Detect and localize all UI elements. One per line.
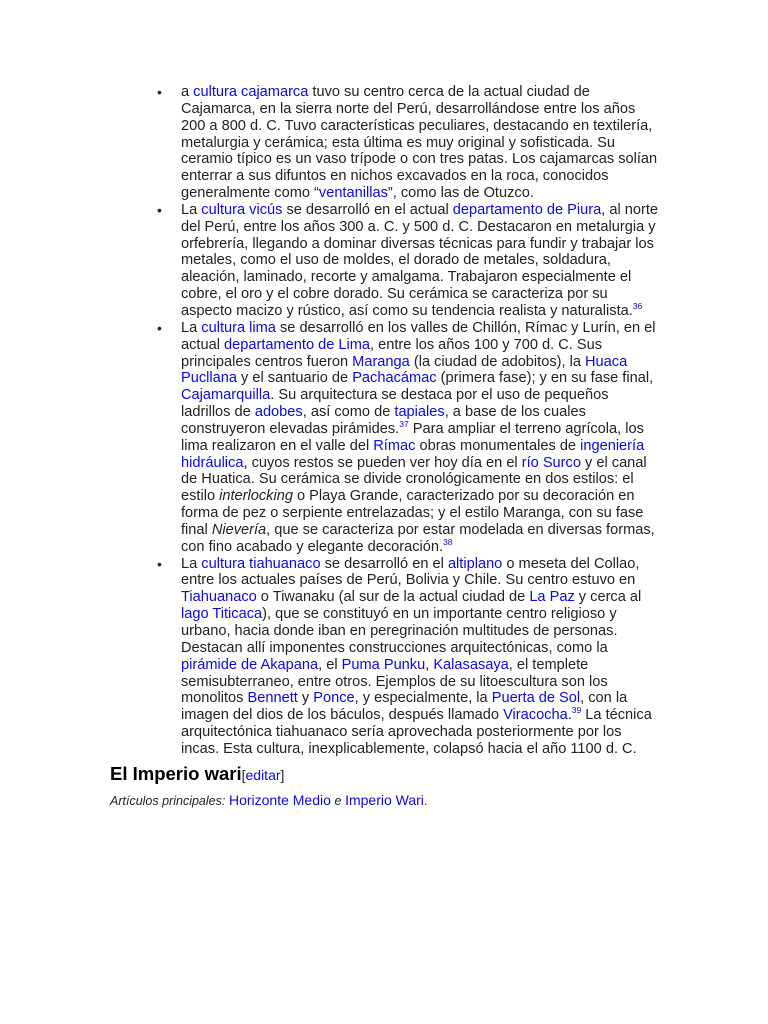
wiki-link[interactable]: río Surco [521, 454, 581, 471]
paragraph-text: . Su arquitectura se destaca por el uso de pequeños ladrillos de [181, 387, 609, 421]
paragraph-text: y el canal de Huatica. Su cerámica se divide cronológicamente en dos estilos: el estilo [181, 454, 647, 505]
culture-list-item [157, 201, 660, 320]
paragraph-text: , [425, 656, 434, 673]
paragraph-text: La técnica arquitectónica tiahuanaco sería aprovechada posteriormente por los incas. Esta cultura, inexplicablemente, colapsó hacia el año 1100 d. C. [181, 707, 652, 757]
paragraph-text: , y especialmente, la [354, 690, 492, 707]
bullet-icon: • [157, 319, 162, 336]
section-heading [110, 762, 660, 787]
paragraph-text: (la ciudad de adobitos), la [409, 353, 586, 370]
paragraph-text: a [181, 84, 194, 100]
section-title: El Imperio wari [110, 762, 242, 784]
wiki-link[interactable]: Ponce [313, 690, 355, 707]
italic-term: Nievería [211, 521, 267, 538]
reference-link[interactable]: 36 [632, 300, 643, 311]
wiki-link[interactable]: ventanillas [318, 185, 388, 202]
culture-list-item [157, 84, 660, 202]
hatnote-link-horizonte-medio[interactable]: Horizonte Medio [228, 791, 331, 808]
hatnote-link-imperio-wari[interactable]: Imperio Wari [345, 791, 424, 808]
paragraph-text: se desarrolló en el [320, 555, 448, 572]
wiki-link[interactable]: ingeniería hidráulica [181, 437, 645, 471]
paragraph-text: se desarrolló en el actual [282, 201, 453, 218]
paragraph-text: La [181, 201, 202, 218]
paragraph-text: y el santuario de [236, 370, 353, 387]
wiki-link[interactable]: Viracocha [503, 707, 568, 724]
hatnote-label: Artículos principales: [110, 793, 226, 808]
wiki-link[interactable]: adobes [254, 404, 303, 421]
wiki-link[interactable]: Puma Punku [341, 656, 426, 673]
paragraph-text: o meseta del Collao, entre los actuales países de Perú, Bolivia y Chile. Su centro estuvo en [181, 555, 640, 589]
paragraph-text: La [181, 555, 202, 572]
paragraph-text: obras monumentales de [415, 437, 581, 454]
paragraph-text: ), que se constituyó en un importante centro religioso y urbano, hacia donde iban en peregrinación multitudes de personas. Destacan allí imponentes construcciones arquitectónicas, como la [181, 606, 618, 656]
paragraph-text: , el templete semisubterraneo, entre otros. Ejemplos de su litoescultura son los monolitos [181, 656, 608, 707]
hatnote-end: . [423, 792, 428, 808]
paragraph-text: se desarrolló en los valles de Chillón, Rímac y Lurín, en el actual [181, 319, 656, 353]
culture-list [110, 84, 660, 758]
wiki-link[interactable]: Cajamarquilla [181, 387, 271, 404]
paragraph-text: o Playa Grande, caracterizado por su decoración en forma de pez o serpiente entrelazadas; y el estilo Maranga, con su fase final [181, 488, 644, 538]
paragraph-text: La [181, 319, 202, 336]
italic-term: interlocking [219, 488, 293, 505]
edit-section [242, 767, 285, 783]
wiki-link[interactable]: departamento de Lima [224, 336, 371, 353]
wiki-link[interactable]: Pachacámac [352, 370, 437, 387]
paragraph-text: (primera fase); y en su fase final, [436, 370, 654, 387]
paragraph-text: , con la imagen del dios de los báculos, después llamado [181, 690, 628, 724]
paragraph-text: Para ampliar el terreno agrícola, los lima realizaron en el valle del [181, 420, 644, 454]
wiki-link[interactable]: Puerta de Sol [491, 690, 581, 707]
paragraph-text: y [297, 690, 314, 707]
paragraph-text: . [567, 707, 572, 724]
wiki-link[interactable]: cultura cajamarca [193, 84, 309, 100]
wiki-link[interactable]: Huaca Pucllana [181, 353, 628, 387]
paragraph-text: ”, como las de Otuzco. [387, 185, 534, 202]
culture-list-item [157, 555, 660, 758]
wiki-link[interactable]: departamento de Piura [452, 201, 602, 218]
edit-link[interactable]: editar [245, 766, 281, 783]
paragraph-text: , el [318, 656, 342, 673]
wiki-link[interactable]: tapiales [394, 404, 445, 421]
hatnote-conjunction: e [334, 793, 342, 808]
wiki-link[interactable]: altiplano [447, 555, 503, 572]
wiki-link[interactable]: Kalasasaya [433, 656, 509, 673]
paragraph-text: , que se caracteriza por estar modelada en diversas formas, con fino acabado y elegante decoración. [181, 521, 655, 555]
edit-bracket-open: [ [241, 766, 246, 783]
bullet-icon: • [157, 555, 162, 572]
article-content [110, 84, 660, 810]
paragraph-text: , al norte del Perú, entre los años 300 a. C. y 500 d. C. Destacaron en metalurgia y orfebrería, llegando a dominar diversas técnicas para fundir y trabajar los metales, como el uso de moldes, el dorado de metales, soldadura, aleación, laminado, recorte y amalgama. Trabajaron especialmente el cobre, el oro y el cobre dorado. Su cerámica se caracteriza por su aspecto macizo y rústico, así como su tendencia realista y naturalista. [181, 201, 659, 319]
paragraph-text: o Tiwanaku (al sur de la actual ciudad de [256, 589, 530, 606]
wiki-link[interactable]: Tiahuanaco [181, 589, 257, 606]
hatnote [110, 791, 660, 810]
wiki-link[interactable]: pirámide de Akapana [181, 656, 319, 673]
paragraph-text: , a base de los cuales construyeron elevadas pirámides. [181, 404, 586, 437]
wiki-link[interactable]: Maranga [352, 353, 410, 370]
bullet-icon: • [157, 201, 162, 218]
paragraph-text: , entre los años 100 y 700 d. C. Sus principales centros fueron [181, 336, 603, 370]
bullet-icon: • [157, 84, 162, 100]
paragraph-text: tuvo su centro cerca de la actual ciudad de Cajamarca, en la sierra norte del Perú, desarrollándose entre los años 200 a 800 d. C. Tuvo características peculiares, destacando en textilería, metalurgia y cerámica; esta última es muy original y sofisticada. Su ceramio típico es un vaso trípode o con tres patas. Los cajamarcas solían enterrar a sus difuntos en nichos excavados en la roca, conocidos generalmente como “ [181, 84, 658, 202]
reference-link[interactable]: 37 [399, 418, 409, 429]
paragraph-text: , cuyos restos se pueden ver hoy día en el [243, 454, 522, 471]
reference-link[interactable]: 39 [571, 705, 582, 716]
wiki-link[interactable]: cultura vicús [201, 201, 283, 218]
wiki-link[interactable]: Rímac [373, 437, 416, 454]
wiki-link[interactable]: La Paz [529, 589, 575, 606]
wiki-link[interactable]: Bennett [247, 690, 298, 707]
reference-link[interactable]: 38 [443, 536, 453, 547]
wiki-link[interactable]: cultura tiahuanaco [201, 555, 321, 572]
paragraph-text: y cerca al [574, 589, 642, 606]
wiki-link[interactable]: cultura lima [201, 319, 276, 336]
wiki-link[interactable]: lago Titicaca [181, 606, 263, 623]
paragraph-text: , así como de [302, 404, 395, 421]
edit-bracket-close: ] [280, 766, 285, 783]
culture-list-item [157, 319, 660, 556]
